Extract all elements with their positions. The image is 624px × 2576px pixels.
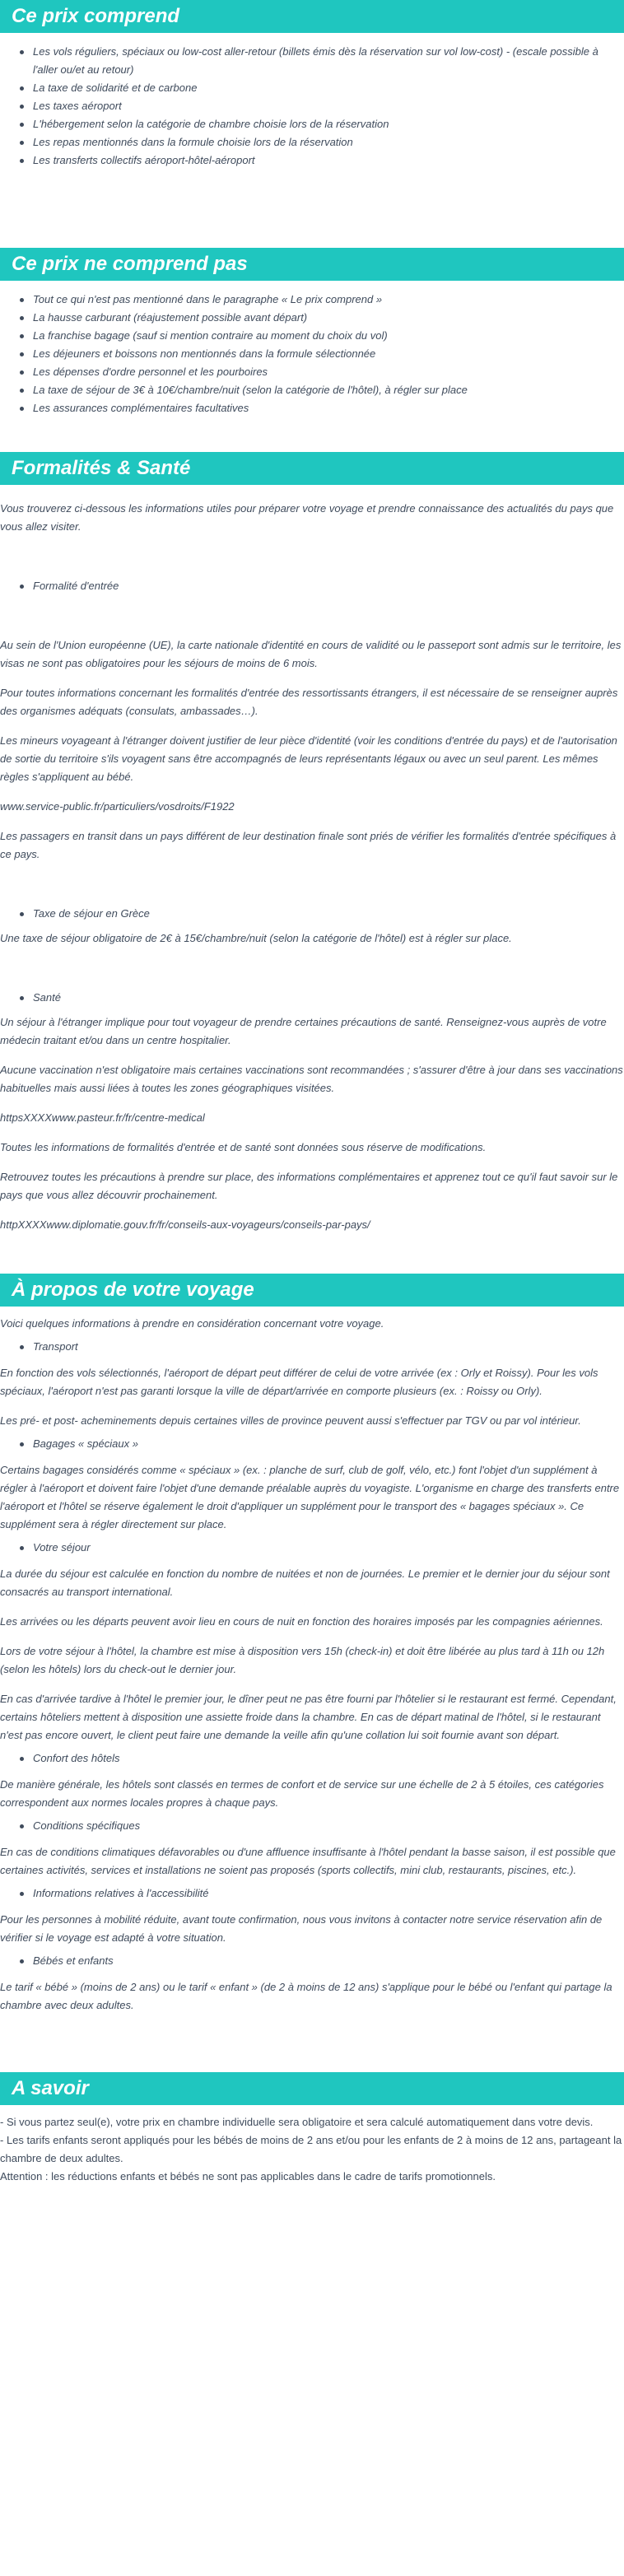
a-savoir-line: - Les tarifs enfants seront appliqués pour les bébés de moins de 2 ans et/ou pour les enfants de 2 à moins de 12 ans, partageant la chambre de deux adultes. [0, 2134, 622, 2164]
formalites-intro: Vous trouverez ci-dessous les informations utiles pour préparer votre voyage et prendre connaissance des actualités du pays que vous allez visiter. [0, 502, 614, 533]
paragraph: Retrouvez toutes les précautions à prendre sur place, des informations complémentaires et apprenez tout ce qu'il faut savoir sur le pays que vous allez découvrir prochainement. [0, 1171, 618, 1201]
formalites-sante-content [0, 500, 624, 1234]
subheading-confort-hotels: Confort des hôtels [0, 1749, 624, 1768]
section-title-prix-ne-comprend-pas: Ce prix ne comprend pas [0, 248, 624, 281]
a-savoir-content [0, 2113, 624, 2186]
paragraph: Une taxe de séjour obligatoire de 2€ à 15€/chambre/nuit (selon la catégorie de l'hôtel) est à régler sur place. [0, 932, 512, 944]
subheading-taxe-sejour: Taxe de séjour en Grèce [0, 905, 624, 923]
paragraph: Les pré- et post- acheminements depuis certaines villes de province peuvent aussi s'effectuer par TGV ou par vol intérieur. [0, 1414, 581, 1427]
paragraph: Toutes les informations de formalités d'entrée et de santé sont données sous réserve de modifications. [0, 1141, 487, 1153]
list-item: La hausse carburant (réajustement possible avant départ) [0, 309, 624, 327]
subheading-bebes-enfants: Bébés et enfants [0, 1952, 624, 1970]
paragraph: Certains bagages considérés comme « spéciaux » (ex. : planche de surf, club de golf, vélo, etc.) font l'objet d'un supplément à régler à l'aéroport et doivent faire l'objet d'une demande préalable auprès du voyagiste. L'organisme en charge des transferts entre l'aéroport et l'hôtel se réserve également le droit d'appliquer un supplément pour le transport des « bagages spéciaux ». Ce supplément sera à régler directement sur place. [0, 1464, 620, 1530]
subheading-bagages: Bagages « spéciaux » [0, 1435, 624, 1453]
paragraph: En cas d'arrivée tardive à l'hôtel le premier jour, le dîner peut ne pas être fourni par l'hôtelier si le restaurant est fermé. Cependant, certains hôteliers mettent à disposition une assiette froide dans la chambre. En cas de départ matinal de l'hôtel, si le restaurant n'est pas encore ouvert, le client peut faire une demande la veille afin qu'une collation lui soit fournie avant son départ. [0, 1693, 617, 1741]
list-item: Tout ce qui n'est pas mentionné dans le paragraphe « Le prix comprend » [0, 291, 624, 309]
paragraph: Pour toutes informations concernant les formalités d'entrée des ressortissants étrangers, il est nécessaire de se renseigner auprès des organismes adéquats (consulats, ambassades…). [0, 687, 618, 717]
a-propos-intro: Voici quelques informations à prendre en considération concernant votre voyage. [0, 1317, 384, 1330]
paragraph: En cas de conditions climatiques défavorables ou d'une affluence insuffisante à l'hôtel pendant la basse saison, il est possible que certaines activités, services et installations ne soient pas proposés (sports collectifs, mini club, restaurants, piscines, etc.). [0, 1846, 616, 1876]
list-item: Les déjeuners et boissons non mentionnés dans la formule sélectionnée [0, 345, 624, 363]
subheading-sante: Santé [0, 989, 624, 1007]
paragraph: Lors de votre séjour à l'hôtel, la chambre est mise à disposition vers 15h (check-in) et doit être libérée au plus tard à 11h ou 12h (selon les hôtels) lors du check-out le dernier jour. [0, 1645, 605, 1675]
list-item: Les repas mentionnés dans la formule choisie lors de la réservation [0, 133, 624, 151]
section-title-prix-comprend: Ce prix comprend [0, 0, 624, 33]
list-item: La taxe de solidarité et de carbone [0, 79, 624, 97]
prix-ne-comprend-pas-list [0, 291, 624, 417]
list-item: Les transferts collectifs aéroport-hôtel-aéroport [0, 151, 624, 170]
section-title-formalites-sante: Formalités & Santé [0, 452, 624, 485]
list-item: Les assurances complémentaires facultatives [0, 399, 624, 417]
subheading-transport: Transport [0, 1338, 624, 1356]
subheading-formalite-entree: Formalité d'entrée [0, 577, 624, 595]
paragraph: Les mineurs voyageant à l'étranger doivent justifier de leur pièce d'identité (voir les conditions d'entrée du pays) et de l'autorisation de sortie du territoire s'ils voyagent sans être accompagnés de leurs représentants légaux ou avec un seul parent. Les mêmes règles s'appliquent au bébé. [0, 734, 617, 783]
paragraph: De manière générale, les hôtels sont classés en termes de confort et de service sur une échelle de 2 à 5 étoiles, ces catégories correspondent aux normes locales propres à chaque pays. [0, 1778, 604, 1809]
paragraph: Un séjour à l'étranger implique pour tout voyageur de prendre certaines précautions de santé. Renseignez-vous auprès de votre médecin traitant et/ou dans un centre hospitalier. [0, 1016, 607, 1046]
a-savoir-line: - Si vous partez seul(e), votre prix en chambre individuelle sera obligatoire et sera calculé automatiquement dans votre devis. [0, 2116, 594, 2128]
paragraph: Pour les personnes à mobilité réduite, avant toute confirmation, nous vous invitons à contacter notre service réservation afin de vérifier si le voyage est adapté à votre situation. [0, 1913, 603, 1944]
paragraph: La durée du séjour est calculée en fonction du nombre de nuitées et non de journées. Le premier et le dernier jour du séjour sont consacrés au transport international. [0, 1567, 610, 1598]
section-title-a-propos: À propos de votre voyage [0, 1274, 624, 1307]
paragraph: Aucune vaccination n'est obligatoire mais certaines vaccinations sont recommandées ; s'assurer d'être à jour dans ses vaccinations habituelles mais aussi liées à toutes les zones géographiques visitées. [0, 1064, 623, 1094]
paragraph: Le tarif « bébé » (moins de 2 ans) ou le tarif « enfant » (de 2 à moins de 12 ans) s'applique pour le bébé ou l'enfant qui partage la chambre avec deux adultes. [0, 1981, 612, 2011]
url-pasteur: httpsXXXXwww.pasteur.fr/fr/centre-medical [0, 1111, 205, 1124]
paragraph: En fonction des vols sélectionnés, l'aéroport de départ peut différer de celui de votre arrivée (ex : Orly et Roissy). Pour les vols spéciaux, l'aéroport n'est pas garanti lorsque la ville de départ/arrivée en comporte plusieurs (ex. : Roissy ou Orly). [0, 1367, 598, 1397]
section-title-a-savoir: A savoir [0, 2072, 624, 2105]
list-item: L'hébergement selon la catégorie de chambre choisie lors de la réservation [0, 115, 624, 133]
a-savoir-line: Attention : les réductions enfants et bébés ne sont pas applicables dans le cadre de tarifs promotionnels. [0, 2170, 496, 2182]
paragraph: Les arrivées ou les départs peuvent avoir lieu en cours de nuit en fonction des horaires imposés par les compagnies aériennes. [0, 1615, 603, 1628]
list-item: Les dépenses d'ordre personnel et les pourboires [0, 363, 624, 381]
subheading-conditions-specifiques: Conditions spécifiques [0, 1817, 624, 1835]
url-diplomatie: httpXXXXwww.diplomatie.gouv.fr/fr/conseils-aux-voyageurs/conseils-par-pays/ [0, 1218, 370, 1231]
list-item: Les taxes aéroport [0, 97, 624, 115]
url-service-public: www.service-public.fr/particuliers/vosdroits/F1922 [0, 800, 235, 813]
paragraph: Les passagers en transit dans un pays différent de leur destination finale sont priés de vérifier les formalités d'entrée spécifiques à ce pays. [0, 830, 617, 860]
list-item: La taxe de séjour de 3€ à 10€/chambre/nuit (selon la catégorie de l'hôtel), à régler sur place [0, 381, 624, 399]
list-item: Les vols réguliers, spéciaux ou low-cost aller-retour (billets émis dès la réservation sur vol low-cost) - (escale possible à l'aller ou/et au retour) [0, 43, 624, 79]
paragraph: Au sein de l'Union européenne (UE), la carte nationale d'identité en cours de validité ou le passeport sont admis sur le territoire, les visas ne sont pas obligatoires pour les séjours de moins de 6 mois. [0, 639, 622, 669]
prix-comprend-list [0, 43, 624, 170]
list-item: La franchise bagage (sauf si mention contraire au moment du choix du vol) [0, 327, 624, 345]
subheading-accessibilite: Informations relatives à l'accessibilité [0, 1884, 624, 1903]
subheading-votre-sejour: Votre séjour [0, 1539, 624, 1557]
a-propos-content [0, 1315, 624, 2015]
